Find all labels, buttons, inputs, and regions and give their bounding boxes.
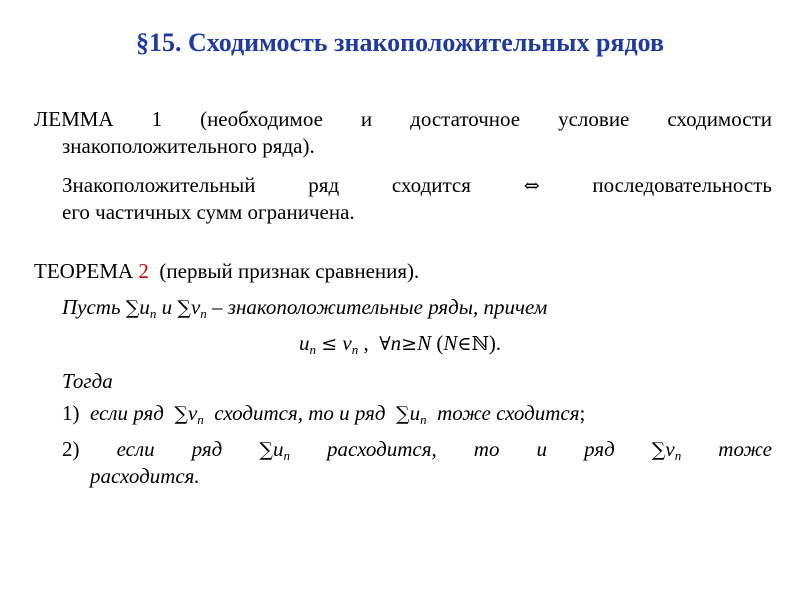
slide-title: §15. Сходимость знакоположительных рядов: [135, 28, 665, 57]
theorem-subtitle: (первый признак сравнения).: [159, 259, 420, 283]
lemma-label: ЛЕММА 1: [34, 107, 163, 131]
lemma-statement-line2: его частичных сумм ограничена.: [62, 200, 355, 224]
theorem-item-2-line2: расходится.: [90, 464, 200, 488]
theorem-item-1: 1) если ряд $\sum v_n$ сходится, то и ряд $\sum u_n$ тоже сходится;: [62, 401, 586, 427]
theorem-number: 2: [138, 259, 149, 283]
theorem-heading: [34, 258, 774, 285]
theorem-then: Тогда: [62, 369, 113, 393]
theorem-condition-formula: $u_n \le v_n$ , ∀n≥N (N∈ℕ).: [298, 331, 502, 357]
lemma-condition: (необходимое и достаточное условие сходимости: [200, 107, 772, 131]
lemma-heading-line: [34, 106, 772, 133]
lemma-statement-line1: Знакоположительный ряд сходится ⇔ последовательность: [62, 173, 772, 197]
theorem-hypothesis: Пусть $\sum u_n$ и $\sum v_n$ – знакоположительные ряды, причем: [62, 295, 548, 321]
theorem-label: ТЕОРЕМА: [34, 259, 134, 283]
theorem-item-2-line1: 2) если ряд $\sum u_n$ расходится, то и ряд $\sum v_n$ тоже: [62, 437, 773, 463]
lemma-heading-line2: знакоположительного ряда).: [62, 134, 315, 158]
iff-symbol: ⇔: [523, 175, 540, 197]
